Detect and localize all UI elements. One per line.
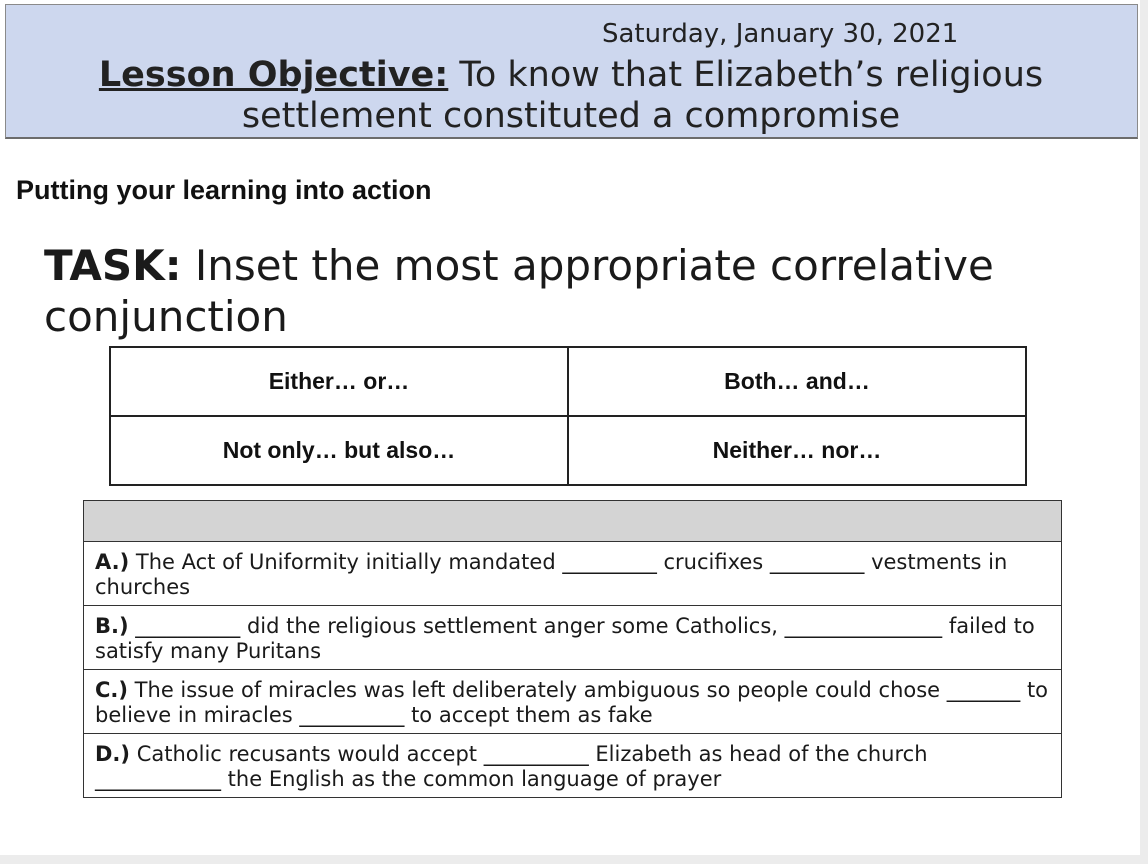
questions-table — [83, 500, 1062, 798]
question-cell — [84, 606, 1062, 670]
question-row — [84, 542, 1062, 606]
questions-header-row — [84, 501, 1062, 542]
question-text: The Act of Uniformity initially mandated _________ crucifixes _________ vestments in churches — [95, 550, 1008, 599]
conjunction-row — [110, 416, 1026, 485]
question-label: B.) — [95, 614, 129, 638]
question-row — [84, 734, 1062, 798]
question-text: Catholic recusants would accept __________ Elizabeth as head of the church ____________ the English as the common language of prayer — [95, 742, 928, 791]
objective-label: Lesson Objective: — [98, 55, 449, 95]
question-cell — [84, 734, 1062, 798]
question-text: __________ did the religious settlement anger some Catholics, _______________ failed to satisfy many Puritans — [95, 614, 1035, 663]
questions-header-cell — [84, 501, 1062, 542]
question-cell — [84, 670, 1062, 734]
question-label: C.) — [95, 678, 128, 702]
conjunction-cell: Either… or… — [110, 347, 568, 416]
conjunction-row — [110, 347, 1026, 416]
conjunction-cell: Not only… but also… — [110, 416, 568, 485]
header-banner — [5, 4, 1138, 139]
conjunction-cell: Both… and… — [568, 347, 1026, 416]
question-label: A.) — [95, 550, 130, 574]
section-heading: Putting your learning into action — [16, 175, 432, 205]
conjunction-cell: Neither… nor… — [568, 416, 1026, 485]
question-text: The issue of miracles was left deliberately ambiguous so people could chose _______ to believe in miracles __________ to accept them as fake — [95, 678, 1049, 727]
conjunction-table — [109, 346, 1027, 486]
objective-text: To know that Elizabeth’s religious settlement constituted a compromise — [241, 55, 1044, 136]
question-row — [84, 670, 1062, 734]
task-text: Inset the most appropriate correlative conjunction — [44, 241, 994, 341]
task-instruction — [44, 240, 1044, 342]
date: Saturday, January 30, 2021 — [602, 19, 959, 49]
question-cell — [84, 542, 1062, 606]
question-row — [84, 606, 1062, 670]
lesson-objective — [66, 55, 1076, 137]
question-label: D.) — [95, 742, 131, 766]
task-label: TASK: — [44, 241, 182, 290]
